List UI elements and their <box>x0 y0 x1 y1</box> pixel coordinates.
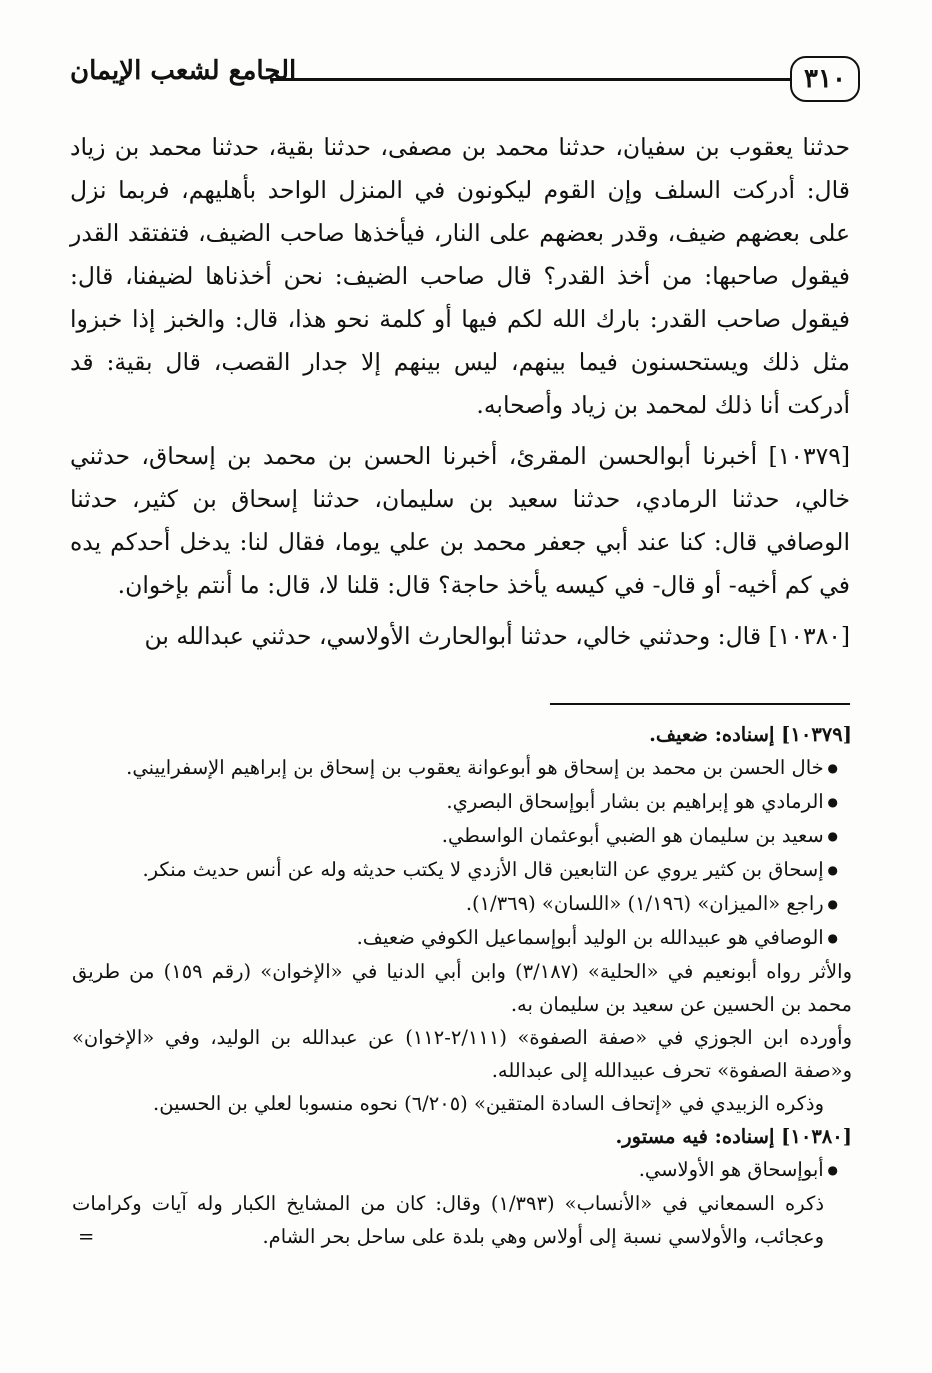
footnote-1-paragraph-3: وذكره الزبيدي في «إتحاف السادة المتقين» (٦/٢٠٥) نحوه منسوبا لعلي بن الحسين. <box>153 1092 824 1115</box>
main-paragraph-2: [١٠٣٧٩] أخبرنا أبوالحسن المقرئ، أخبرنا الحسن بن محمد بن إسحاق، حدثني خالي، حدثنا الرمادي، حدثنا سعيد بن سليمان، حدثنا إسحاق بن كثير، حدثنا الوصافي قال: كنا عند أبي جعفر محمد بن علي يوما، فقال لنا: يدخل أحدكم يده في كم أخيه- أو قال- في كيسه يأخذ حاجة؟ قال: قلنا لا، قال: ما أنتم بإخوان. <box>70 442 850 599</box>
footnote-1-bullet-5: ● راجع «الميزان» (١/١٩٦) «اللسان» (١/٣٦٩). <box>72 887 852 921</box>
footnote-2-paragraph-text: ذكره السمعاني في «الأنساب» (١/٣٩٣) وقال: كان من المشايخ الكبار وله آيات وكرامات وعجائب، والأولاسي نسبة إلى أولاس وهي بلدة على ساحل بحر الشام. <box>72 1192 824 1248</box>
footnote-1-bullet-3: ● سعيد بن سليمان هو الضبي أبوعثمان الواسطي. <box>72 819 852 853</box>
footnote-1-bullet-2: ● الرمادي هو إبراهيم بن بشار أبوإسحاق البصري. <box>72 785 852 819</box>
footnotes <box>72 718 852 1253</box>
footnote-1-paragraph-1: والأثر رواه أبونعيم في «الحلية» (٣/١٨٧) وابن أبي الدنيا في «الإخوان» (رقم ١٥٩) من طريق محمد بن الحسين عن سعيد بن سليمان به. <box>72 960 853 1016</box>
continuation-mark: = <box>78 1225 95 1248</box>
header-rule <box>270 78 790 81</box>
main-paragraph-3: [١٠٣٨٠] قال: وحدثني خالي، حدثنا أبوالحارث الأولاسي، حدثني عبدالله بن <box>144 622 850 650</box>
footnote-1-heading: [١٠٣٧٩] إسناده: ضعيف. <box>649 723 852 746</box>
main-paragraph-1: حدثنا يعقوب بن سفيان، حدثنا محمد بن مصفى، حدثنا بقية، حدثنا محمد بن زياد قال: أدركت السلف وإن القوم ليكونون في المنزل الواحد بأهليهم، فربما نزل على بعضهم ضيف، وقدر بعضهم على النار، فيأخذها صاحب الضيف، فتفتقد القدر فيقول صاحبها: من أخذ القدر؟ قال صاحب الضيف: نحن أخذناها لضيفنا، قال: فيقول صاحب القدر: بارك الله لكم فيها أو كلمة نحو هذا، قال: والخبز إذا خبزوا مثل ذلك ويستحسنون فيما بينهم، ليس بينهم إلا جدار القصب، قال بقية: قد أدركت أنا ذلك لمحمد بن زياد وأصحابه. <box>70 133 850 419</box>
footnote-2-heading: [١٠٣٨٠] إسناده: فيه مستور. <box>615 1125 852 1148</box>
footnote-1-bullet-1: ● خال الحسن بن محمد بن إسحاق هو أبوعوانة يعقوب بن إسحاق بن إبراهيم الإسفراييني. <box>72 751 852 785</box>
footnote-divider <box>550 703 850 705</box>
book-title: الجامع لشعب الإيمان <box>70 56 297 86</box>
footnote-1-paragraph-2: وأورده ابن الجوزي في «صفة الصفوة» (٢/١١١-١١٢) عن عبدالله بن الوليد، وفي «الإخوان» و«صفة الصفوة» تحرف عبيدالله إلى عبدالله. <box>72 1026 852 1082</box>
page-number: ٣١٠ <box>790 56 860 102</box>
footnote-2-paragraph <box>72 1187 852 1253</box>
footnote-2-bullet-1: ● أبوإسحاق هو الأولاسي. <box>72 1153 852 1187</box>
footnote-1-bullet-4: ● إسحاق بن كثير يروي عن التابعين قال الأزدي لا يكتب حديثه وله عن أنس حديث منكر. <box>72 853 852 887</box>
main-text <box>70 126 850 666</box>
page-header <box>70 50 860 110</box>
footnote-1-bullet-6: ● الوصافي هو عبيدالله بن الوليد أبوإسماعيل الكوفي ضعيف. <box>72 921 852 955</box>
